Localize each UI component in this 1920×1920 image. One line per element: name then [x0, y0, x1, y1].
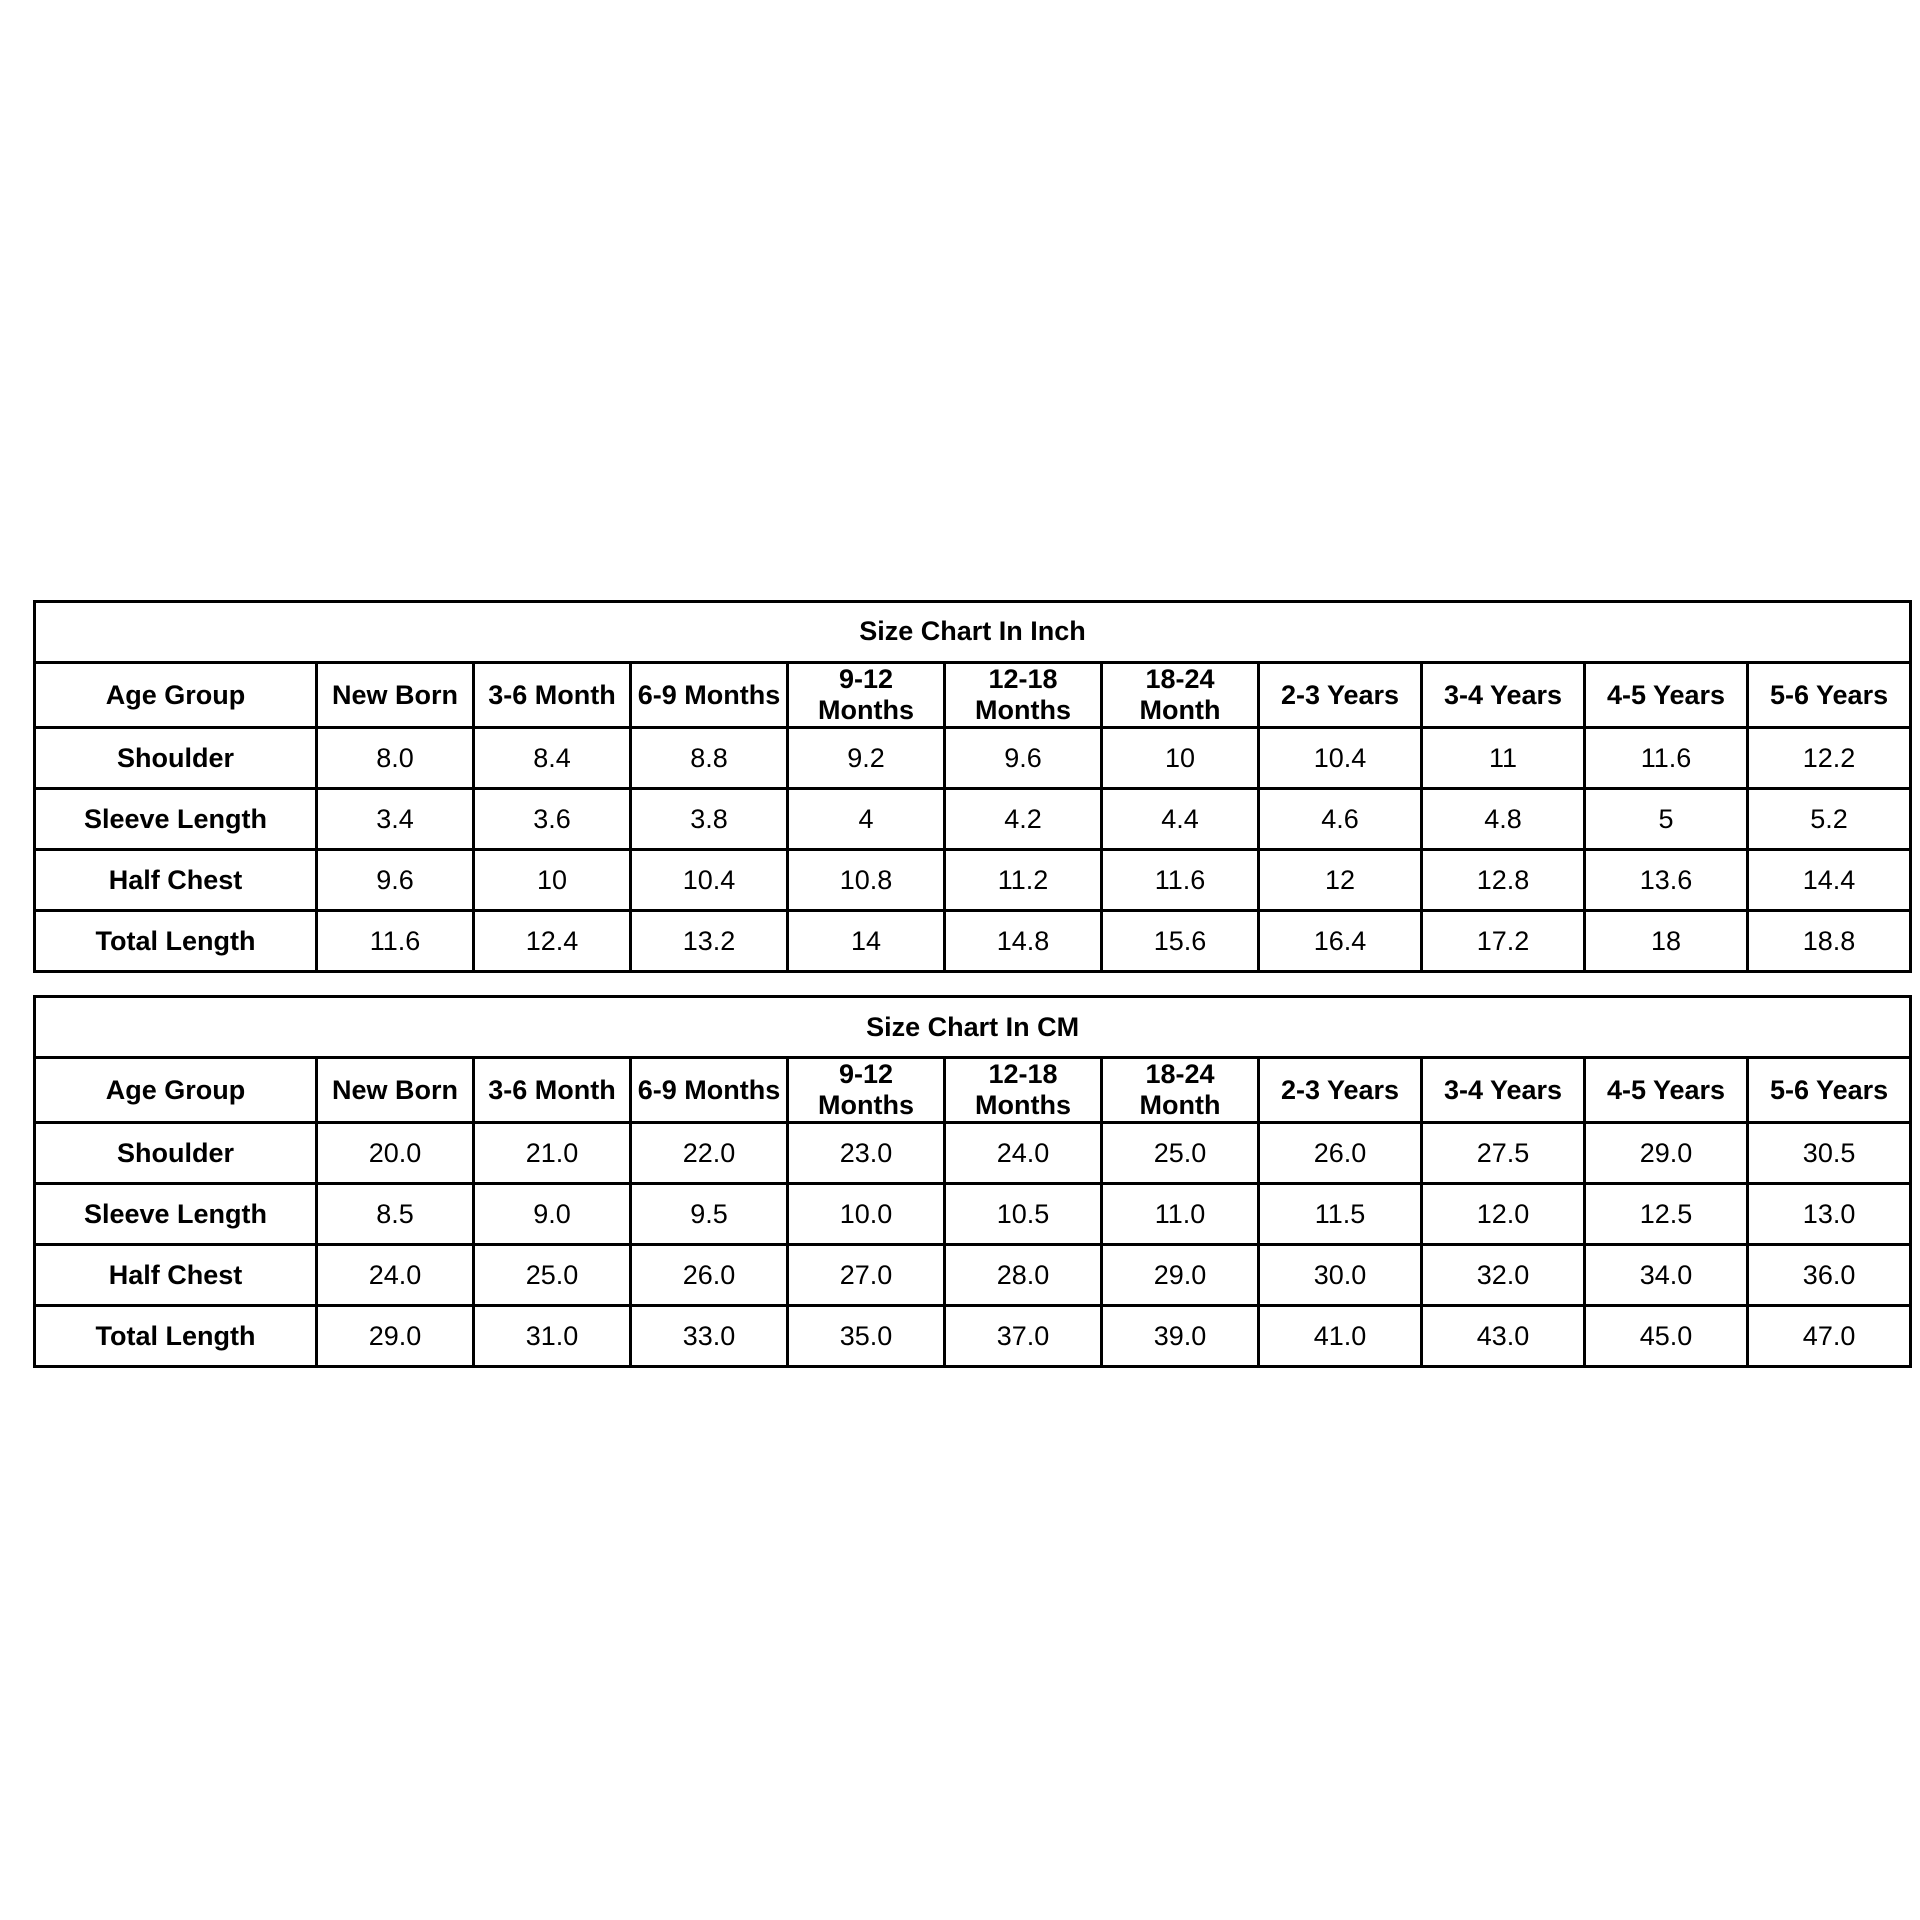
cm-col-header-4: 12-18 Months: [945, 1058, 1102, 1123]
cm-cell-0-9: 30.5: [1748, 1123, 1911, 1184]
inch-corner-label: Age Group: [35, 663, 317, 728]
inch-cell-3-7: 17.2: [1422, 911, 1585, 972]
cm-col-header-2: 6-9 Months: [631, 1058, 788, 1123]
cm-cell-1-6: 11.5: [1259, 1184, 1422, 1245]
inch-col-header-5: 18-24 Month: [1102, 663, 1259, 728]
inch-cell-1-4: 4.2: [945, 789, 1102, 850]
inch-cell-3-6: 16.4: [1259, 911, 1422, 972]
inch-col-header-3: 9-12 Months: [788, 663, 945, 728]
table-row: [35, 789, 1911, 850]
cm-cell-2-4: 28.0: [945, 1245, 1102, 1306]
cm-row-label-3: Total Length: [35, 1306, 317, 1367]
inch-cell-3-0: 11.6: [317, 911, 474, 972]
cm-cell-0-8: 29.0: [1585, 1123, 1748, 1184]
inch-cell-3-9: 18.8: [1748, 911, 1911, 972]
cm-cell-3-1: 31.0: [474, 1306, 631, 1367]
table-header-row: [35, 663, 1911, 728]
table-header-row: [35, 1058, 1911, 1123]
cm-cell-0-3: 23.0: [788, 1123, 945, 1184]
table-row: [35, 728, 1911, 789]
table-row: [35, 850, 1911, 911]
inch-col-header-8: 4-5 Years: [1585, 663, 1748, 728]
cm-table-title: Size Chart In CM: [35, 997, 1911, 1058]
inch-cell-1-3: 4: [788, 789, 945, 850]
inch-cell-0-6: 10.4: [1259, 728, 1422, 789]
inch-cell-0-2: 8.8: [631, 728, 788, 789]
inch-cell-1-0: 3.4: [317, 789, 474, 850]
inch-cell-2-6: 12: [1259, 850, 1422, 911]
table-title-row: [35, 997, 1911, 1058]
cm-cell-2-9: 36.0: [1748, 1245, 1911, 1306]
cm-cell-2-5: 29.0: [1102, 1245, 1259, 1306]
cm-col-header-1: 3-6 Month: [474, 1058, 631, 1123]
inch-col-header-0: New Born: [317, 663, 474, 728]
inch-cell-1-5: 4.4: [1102, 789, 1259, 850]
cm-cell-3-4: 37.0: [945, 1306, 1102, 1367]
cm-cell-2-7: 32.0: [1422, 1245, 1585, 1306]
cm-cell-2-1: 25.0: [474, 1245, 631, 1306]
inch-cell-1-6: 4.6: [1259, 789, 1422, 850]
inch-cell-3-1: 12.4: [474, 911, 631, 972]
cm-cell-1-4: 10.5: [945, 1184, 1102, 1245]
cm-cell-0-2: 22.0: [631, 1123, 788, 1184]
table-row: [35, 911, 1911, 972]
cm-col-header-9: 5-6 Years: [1748, 1058, 1911, 1123]
inch-cell-3-2: 13.2: [631, 911, 788, 972]
cm-cell-1-0: 8.5: [317, 1184, 474, 1245]
cm-cell-3-0: 29.0: [317, 1306, 474, 1367]
cm-cell-2-6: 30.0: [1259, 1245, 1422, 1306]
cm-cell-0-1: 21.0: [474, 1123, 631, 1184]
inch-cell-0-8: 11.6: [1585, 728, 1748, 789]
inch-cell-1-2: 3.8: [631, 789, 788, 850]
table-row: [35, 1245, 1911, 1306]
table-row: [35, 1184, 1911, 1245]
cm-cell-3-6: 41.0: [1259, 1306, 1422, 1367]
cm-cell-0-0: 20.0: [317, 1123, 474, 1184]
cm-row-label-1: Sleeve Length: [35, 1184, 317, 1245]
inch-cell-0-9: 12.2: [1748, 728, 1911, 789]
cm-cell-3-7: 43.0: [1422, 1306, 1585, 1367]
inch-cell-2-3: 10.8: [788, 850, 945, 911]
inch-cell-3-4: 14.8: [945, 911, 1102, 972]
cm-cell-0-6: 26.0: [1259, 1123, 1422, 1184]
cm-cell-1-3: 10.0: [788, 1184, 945, 1245]
inch-col-header-4: 12-18 Months: [945, 663, 1102, 728]
inch-col-header-6: 2-3 Years: [1259, 663, 1422, 728]
inch-row-label-3: Total Length: [35, 911, 317, 972]
cm-cell-2-3: 27.0: [788, 1245, 945, 1306]
inch-cell-1-7: 4.8: [1422, 789, 1585, 850]
inch-cell-1-8: 5: [1585, 789, 1748, 850]
inch-col-header-9: 5-6 Years: [1748, 663, 1911, 728]
inch-cell-2-8: 13.6: [1585, 850, 1748, 911]
cm-cell-1-7: 12.0: [1422, 1184, 1585, 1245]
cm-corner-label: Age Group: [35, 1058, 317, 1123]
inch-cell-2-7: 12.8: [1422, 850, 1585, 911]
inch-cell-2-5: 11.6: [1102, 850, 1259, 911]
cm-cell-1-1: 9.0: [474, 1184, 631, 1245]
cm-cell-2-8: 34.0: [1585, 1245, 1748, 1306]
inch-cell-0-4: 9.6: [945, 728, 1102, 789]
inch-row-label-2: Half Chest: [35, 850, 317, 911]
cm-cell-3-9: 47.0: [1748, 1306, 1911, 1367]
inch-cell-3-5: 15.6: [1102, 911, 1259, 972]
inch-cell-0-0: 8.0: [317, 728, 474, 789]
inch-cell-1-1: 3.6: [474, 789, 631, 850]
inch-cell-0-1: 8.4: [474, 728, 631, 789]
inch-table-title: Size Chart In Inch: [35, 602, 1911, 663]
inch-cell-3-8: 18: [1585, 911, 1748, 972]
cm-cell-3-8: 45.0: [1585, 1306, 1748, 1367]
inch-cell-3-3: 14: [788, 911, 945, 972]
cm-cell-1-9: 13.0: [1748, 1184, 1911, 1245]
inch-cell-2-9: 14.4: [1748, 850, 1911, 911]
cm-cell-3-3: 35.0: [788, 1306, 945, 1367]
inch-cell-2-1: 10: [474, 850, 631, 911]
size-chart-container: [33, 600, 1888, 1368]
inch-cell-1-9: 5.2: [1748, 789, 1911, 850]
table-gap: [33, 973, 1888, 995]
cm-col-header-5: 18-24 Month: [1102, 1058, 1259, 1123]
cm-cell-3-5: 39.0: [1102, 1306, 1259, 1367]
cm-cell-0-4: 24.0: [945, 1123, 1102, 1184]
size-chart-inch-table: [33, 600, 1912, 973]
inch-cell-0-7: 11: [1422, 728, 1585, 789]
cm-cell-1-5: 11.0: [1102, 1184, 1259, 1245]
inch-cell-2-2: 10.4: [631, 850, 788, 911]
cm-row-label-0: Shoulder: [35, 1123, 317, 1184]
cm-cell-1-8: 12.5: [1585, 1184, 1748, 1245]
inch-cell-2-4: 11.2: [945, 850, 1102, 911]
inch-row-label-1: Sleeve Length: [35, 789, 317, 850]
cm-cell-2-2: 26.0: [631, 1245, 788, 1306]
table-row: [35, 1306, 1911, 1367]
cm-cell-0-5: 25.0: [1102, 1123, 1259, 1184]
cm-col-header-7: 3-4 Years: [1422, 1058, 1585, 1123]
cm-cell-0-7: 27.5: [1422, 1123, 1585, 1184]
cm-cell-2-0: 24.0: [317, 1245, 474, 1306]
cm-row-label-2: Half Chest: [35, 1245, 317, 1306]
inch-col-header-7: 3-4 Years: [1422, 663, 1585, 728]
inch-cell-0-3: 9.2: [788, 728, 945, 789]
cm-col-header-3: 9-12 Months: [788, 1058, 945, 1123]
cm-cell-1-2: 9.5: [631, 1184, 788, 1245]
cm-cell-3-2: 33.0: [631, 1306, 788, 1367]
cm-col-header-8: 4-5 Years: [1585, 1058, 1748, 1123]
table-title-row: [35, 602, 1911, 663]
table-row: [35, 1123, 1911, 1184]
cm-col-header-6: 2-3 Years: [1259, 1058, 1422, 1123]
inch-cell-0-5: 10: [1102, 728, 1259, 789]
size-chart-cm-table: [33, 995, 1912, 1368]
inch-col-header-1: 3-6 Month: [474, 663, 631, 728]
inch-row-label-0: Shoulder: [35, 728, 317, 789]
cm-col-header-0: New Born: [317, 1058, 474, 1123]
inch-col-header-2: 6-9 Months: [631, 663, 788, 728]
inch-cell-2-0: 9.6: [317, 850, 474, 911]
